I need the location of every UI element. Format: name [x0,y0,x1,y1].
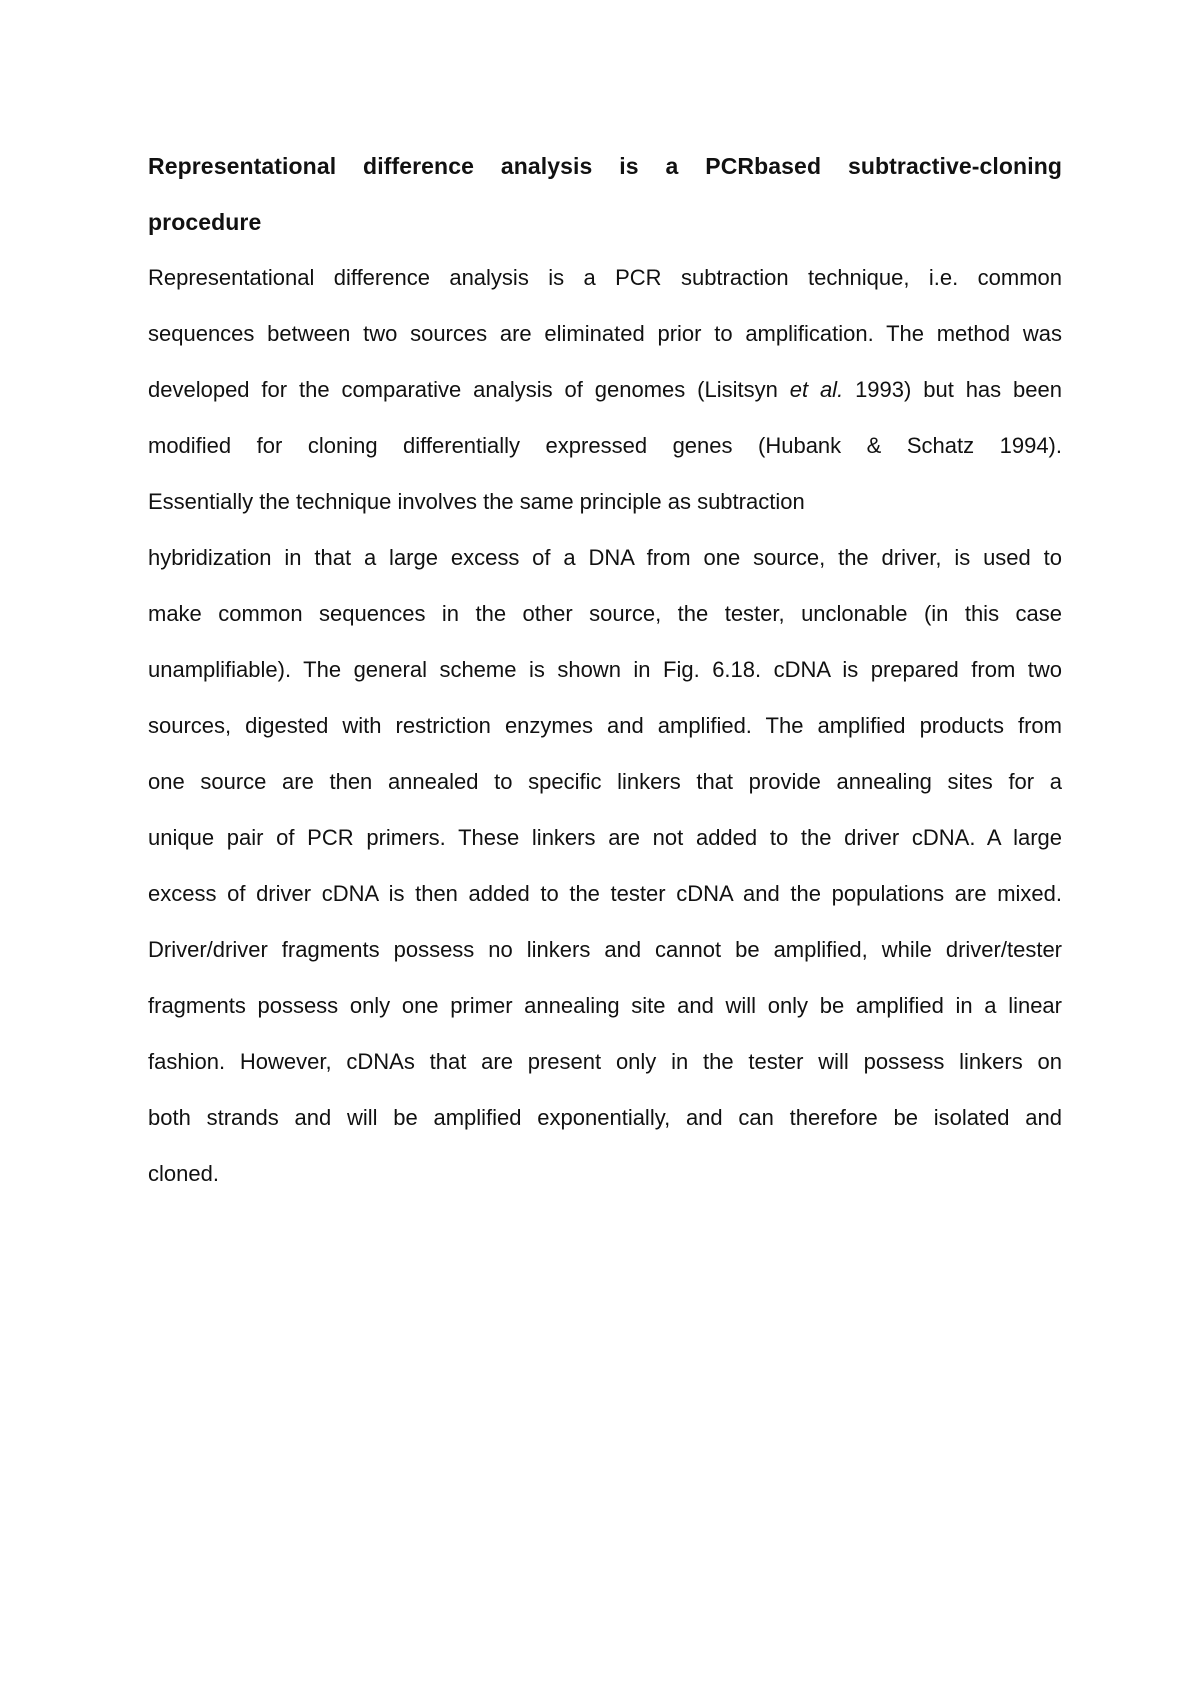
paragraph-2-line: Driver/driver fragments possess no linkers and cannot be amplified, while driver/tester [148,937,1062,962]
document-page [148,138,1062,1202]
paragraph-1-line-3 [148,362,1062,418]
paragraph-2 [148,530,1062,1202]
paragraph-2-line: hybridization in that a large excess of a DNA from one source, the driver, is used to [148,545,1062,570]
paragraph-2-line: fashion. However, cDNAs that are present only in the tester will possess linkers on [148,1049,1062,1074]
heading-line-2: procedure [148,209,262,235]
citation-et-al: et al. [789,377,844,402]
line-3-text-a: developed for the comparative analysis of genomes (Lisitsyn [148,377,790,402]
paragraph-1-line-4: modified for cloning differentially expressed genes (Hubank & Schatz 1994). [148,433,1062,458]
section-heading [148,138,1062,250]
paragraph-1 [148,250,1062,530]
paragraph-2-line: fragments possess only one primer annealing site and will only be amplified in a linear [148,993,1062,1018]
paragraph-2-line: cloned. [148,1161,219,1186]
paragraph-2-line: make common sequences in the other source, the tester, unclonable (in this case [148,601,1062,626]
paragraph-2-line: both strands and will be amplified exponentially, and can therefore be isolated and [148,1105,1062,1130]
paragraph-1-line-1: Representational difference analysis is a PCR subtraction technique, i.e. common [148,265,1062,290]
paragraph-1-line-2: sequences between two sources are eliminated prior to amplification. The method was [148,321,1062,346]
paragraph-2-line: one source are then annealed to specific linkers that provide annealing sites for a [148,769,1062,794]
paragraph-2-line: sources, digested with restriction enzymes and amplified. The amplified products from [148,713,1062,738]
paragraph-2-line: unique pair of PCR primers. These linkers are not added to the driver cDNA. A large [148,825,1062,850]
paragraph-2-line: unamplifiable). The general scheme is shown in Fig. 6.18. cDNA is prepared from two [148,657,1062,682]
paragraph-2-line: excess of driver cDNA is then added to the tester cDNA and the populations are mixed. [148,881,1062,906]
paragraph-1-line-5: Essentially the technique involves the same principle as subtraction [148,489,805,514]
heading-line-1: Representational difference analysis is a PCRbased subtractive-cloning [148,153,1062,179]
line-3-text-b: 1993) but has been [843,377,1062,402]
